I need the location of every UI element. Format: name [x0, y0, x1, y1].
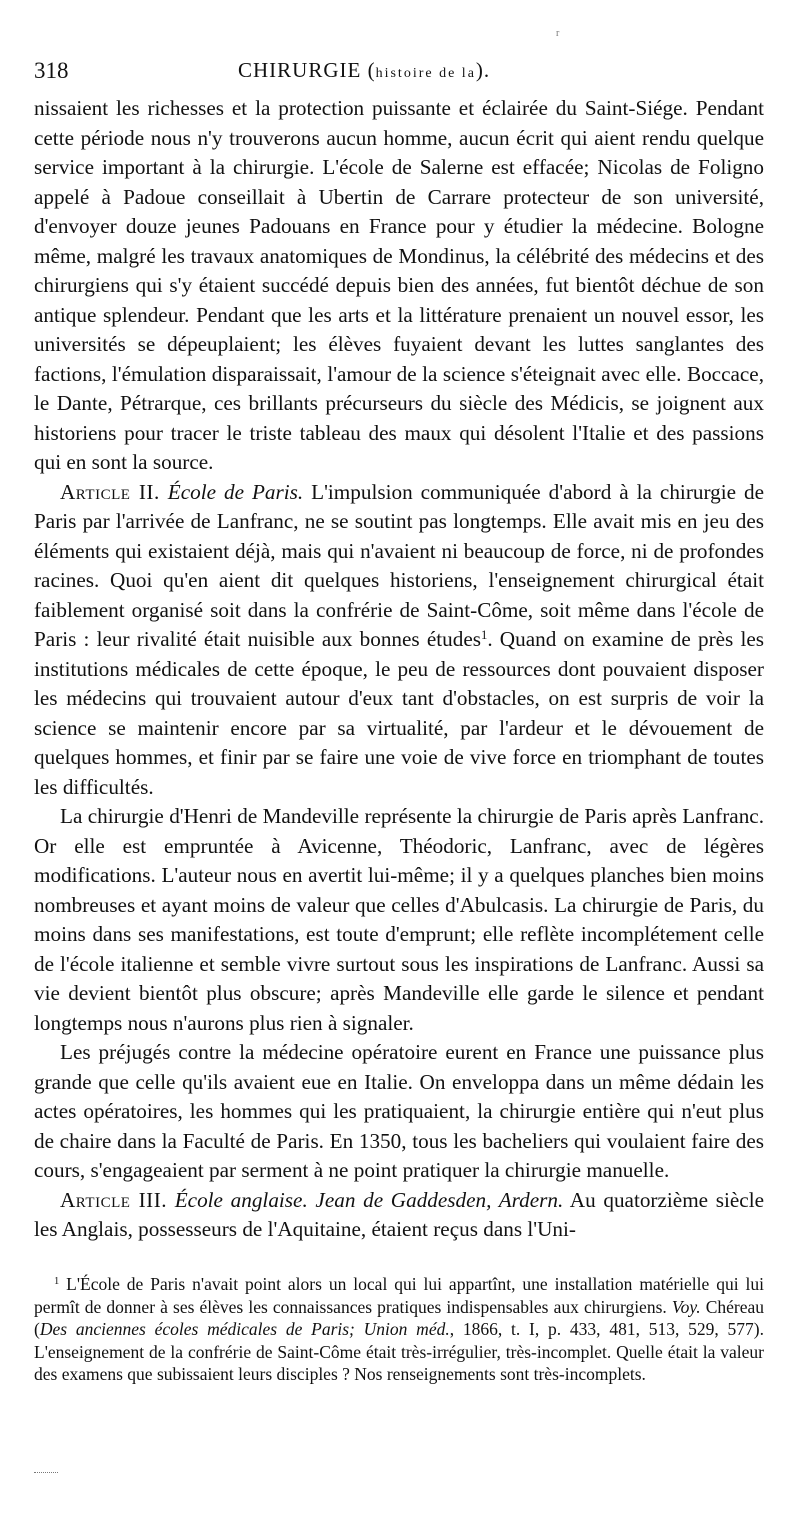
running-head — [238, 58, 490, 83]
corner-mark: r — [556, 28, 560, 39]
footnote-marker: 1 — [54, 1276, 60, 1288]
footnote-voy: Voy. — [671, 1296, 701, 1317]
article-3-label: Article III. — [60, 1187, 168, 1212]
bottom-rule — [34, 1472, 58, 1473]
article-2-text-b: . Quand on examine de près les institutions médicales de cette époque, le peu de ressources dont pouvaient disposer les médecins qui trouvaient autour d'eux tant d'obstacles, on est surpris de voir la science se maintenir encore par sa virtualité, par l'ardeur et le dévouement de quelques hommes, et finir par se faire une voie de vive force en triomphant de toutes les difficultés. — [34, 627, 764, 799]
page-header — [34, 58, 774, 92]
footnote-text-c: , 1866, t. I, p. 433, 481, 513, 529, 577). L'enseignement de la confrérie de Saint-Côme était très-irrégulier, très-incomplet. Quelle était la valeur des examens que subissaient leurs disciples ? Nos renseignements sont très-incomplets. — [34, 1319, 764, 1384]
article-2-label: Article II. — [60, 479, 160, 504]
paragraph-article-3 — [34, 1186, 764, 1245]
paragraph-4: Les préjugés contre la médecine opératoire eurent en France une puissance plus grande que celle qu'ils avaient eue en Italie. On enveloppa dans un même dédain les actes opératoires, les hommes qui les pratiquaient, la chirurgie entière qui n'eut plus de chaire dans la Faculté de Paris. En 1350, tous les bacheliers qui voulaient faire des cours, s'engageaient par serment à ne point pratiquer la chirurgie manuelle. — [34, 1040, 764, 1182]
paragraph-3: La chirurgie d'Henri de Mandeville représente la chirurgie de Paris après Lanfranc. Or elle est empruntée à Avicenne, Théodoric, Lanfranc, avec de légères modifications. L'auteur nous en avertit lui-même; il y a quelques planches bien moins nombreuses et ayant moins de valeur que celles d'Abulcasis. La chirurgie de Paris, du moins dans ses manifestations, est toute d'emprunt; elle reflète incomplétement celle de l'école italienne et semble vivre surtout sous les inspirations de Lanfranc. Aussi sa vie devient bientôt plus obscure; après Mandeville elle garde le silence et pendant longtemps nous n'aurons plus rien à signaler. — [34, 804, 764, 1035]
article-3-text: Au quatorzième siècle les Anglais, possesseurs de l'Aquitaine, étaient reçus dans l'Uni- — [34, 1187, 764, 1241]
footnote-1 — [34, 1273, 764, 1386]
page-number: 318 — [34, 58, 69, 83]
article-2-title: École de Paris. — [167, 479, 304, 504]
running-head-subtitle: histoire de la — [375, 66, 476, 81]
paragraph-article-2 — [34, 478, 764, 803]
article-3-title: École anglaise. Jean de Gaddesden, Ardern. — [174, 1187, 564, 1212]
footnote-reference: 1 — [480, 628, 488, 643]
footnote-text-a: L'École de Paris n'avait point alors un local qui lui appartînt, une installation matérielle qui lui permît de donner à ses élèves les connaissances pratiques indispensables aux chirurgiens. — [34, 1274, 764, 1317]
running-head-paren-close: ). — [475, 58, 491, 82]
body-text — [34, 94, 764, 1245]
footnote-citation: Des anciennes écoles médicales de Paris; Union méd. — [39, 1319, 450, 1339]
footnotes — [34, 1273, 764, 1386]
article-2-text-a: L'impulsion communiquée d'abord à la chirurgie de Paris par l'arrivée de Lanfranc, ne se soutint pas longtemps. Elle avait mis en jeu des éléments qui existaient déjà, mais qui n'avaient ni beaucoup de force, ni de profondes racines. Quoi qu'en aient dit quelques historiens, l'enseignement chirurgical était faiblement organisé soit dans la confrérie de Saint-Côme, soit même dans l'école de Paris : leur rivalité était nuisible aux bonnes études — [34, 479, 764, 651]
running-head-title: CHIRURGIE — [238, 58, 362, 82]
running-head-paren-open: ( — [367, 58, 376, 82]
paragraph-1: nissaient les richesses et la protection puissante et éclairée du Saint-Siége. Pendant cette période nous n'y trouverons aucun homme, aucun écrit qui aient rendu quelque service important à la chirurgie. L'école de Salerne est effacée; Nicolas de Foligno appelé à Padoue conseillait à Ubertin de Carrare protecteur de son université, d'envoyer douze jeunes Padouans en France pour y étudier la médecine. Bologne même, malgré les travaux anatomiques de Mondinus, la célébrité des médecins et des chirurgiens qui s'y étaient succédé depuis bien des années, fut bientôt déchue de son antique splendeur. Pendant que les arts et la littérature prenaient un nouvel essor, les universités se dépeuplaient; les élèves fuyaient devant les luttes sanglantes des factions, l'émulation disparaissait, l'amour de la science s'éteignait avec elle. Boccace, le Dante, Pétrarque, ces brillants précurseurs du siècle des Médicis, se joignent aux historiens pour tracer le triste tableau des maux qui désolent l'Italie et des passions qui en sont la source. — [34, 96, 764, 474]
footnote-text-b: Chéreau ( — [34, 1296, 764, 1339]
